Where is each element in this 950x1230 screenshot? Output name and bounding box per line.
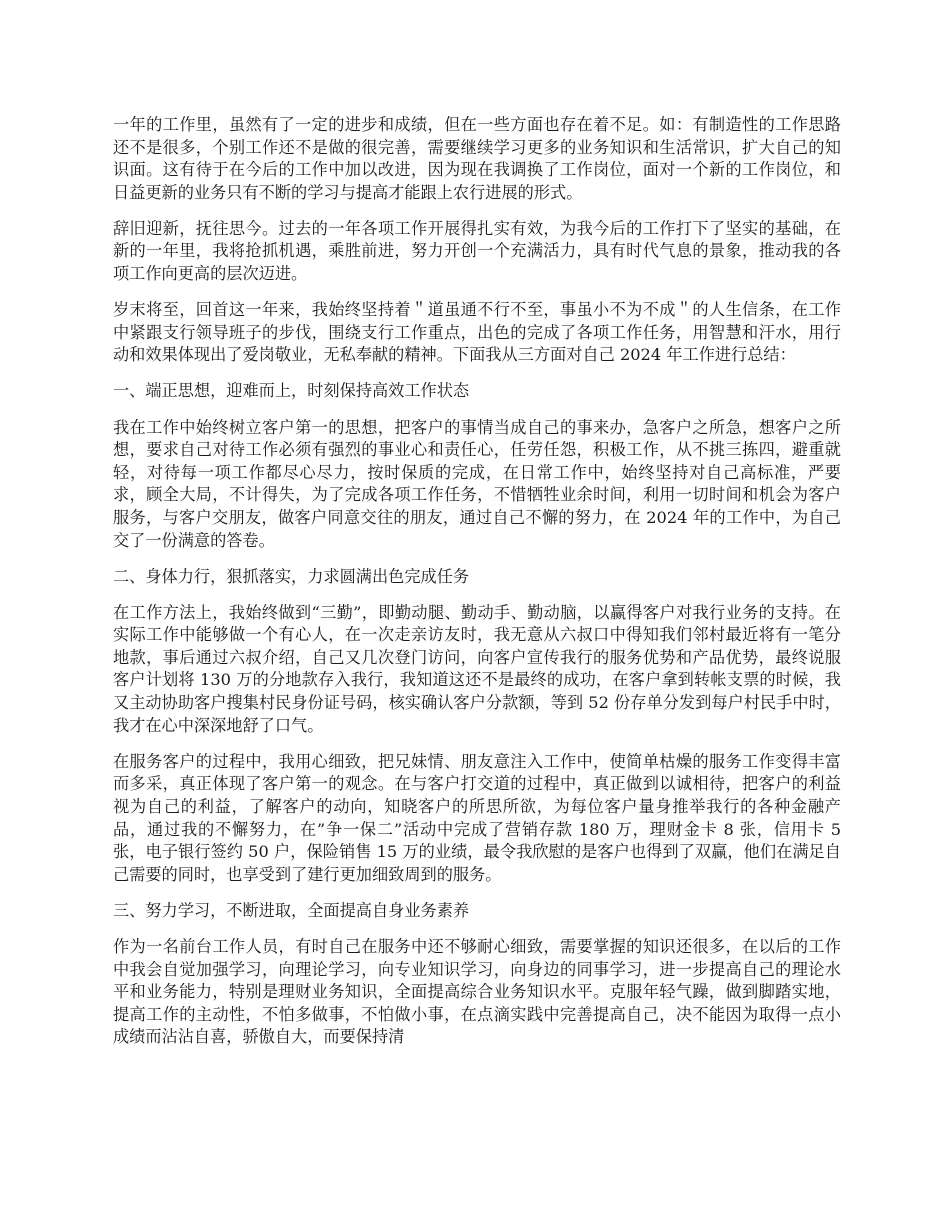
- section-heading-2: 二、身体力行，狠抓落实，力求圆满出色完成任务: [113, 566, 470, 586]
- paragraph-new-year-outlook: 辞旧迎新，抚往思今。过去的一年各项工作开展得扎实有效，为我今后的工作打下了坚实的基础，在新的一年里，我将抢抓机遇，乘胜前进，努力开创一个充满活力，具有时代气息的景象，推动我的各项工作向更高的层次迈进。: [113, 218, 841, 284]
- section-heading-3: 三、努力学习，不断进取，全面提高自身业务素养: [113, 900, 470, 920]
- paragraph-service-results: 在服务客户的过程中，我用心细致，把兄妹情、朋友意注入工作中，使简单枯燥的服务工作变得丰富而多采，真正体现了客户第一的观念。在与客户打交道的过程中，真正做到以诚相待，把客户的利益视为自己的利益，了解客户的动向，知晓客户的所思所欲，为每位客户量身推举我行的各种金融产品，通过我的不懈努力，在”争一保二”活动中完成了营销存款 180 万，理财金卡 8 张，信用卡 5 张，电子银行签约 50 户，保险销售 15 万的业绩，最令我欣慰的是客户也得到了双赢，他们在满足自己需要的同时，也享受到了建行更加细致周到的服务。: [113, 751, 841, 884]
- paragraph-year-end-intro: 岁末将至，回首这一年来，我始终坚持着＂道虽通不行不至，事虽小不为不成＂的人生信条，在工作中紧跟支行领导班子的步伐，围绕支行工作重点，出色的完成了各项工作任务，用智慧和汗水，用行动和效果体现出了爱岗敬业，无私奉献的精神。下面我从三方面对自己 2024 年工作进行总结：: [113, 300, 841, 365]
- document-body: [113, 114, 841, 1062]
- section-heading-1: 一、端正思想，迎难而上，时刻保持高效工作状态: [113, 381, 470, 401]
- paragraph-learning: 作为一名前台工作人员，有时自己在服务中还不够耐心细致，需要掌握的知识还很多，在以后的工作中我会自觉加强学习，向理论学习，向专业知识学习，向身边的同事学习，进一步提高自己的理论水平和业务能力，特别是理财业务知识，全面提高综合业务知识水平。克服年轻气躁，做到脚踏实地，提高工作的主动性，不怕多做事，不怕做小事，在点滴实践中完善提高自己，决不能因为取得一点小成绩而沾沾自喜，骄傲自大，而要保持清: [113, 936, 841, 1047]
- paragraph-three-diligences: 在工作方法上，我始终做到“三勤”，即勤动腿、勤动手、勤动脑，以赢得客户对我行业务的支持。在实际工作中能够做一个有心人，在一次走亲访友时，我无意从六叔口中得知我们邻村最近将有一笔分地款，事后通过六叔介绍，自己又几次登门访问，向客户宣传我行的服务优势和产品优势，最终说服客户计划将 130 万的分地款存入我行，我知道这还不是最终的成功，在客户拿到转帐支票的时候，我又主动协助客户搜集村民身份证号码，核实确认客户分款额，等到 52 份存单分发到每户村民手中时，我才在心中深深地舒了口气。: [113, 602, 841, 735]
- paragraph-shortcomings: 一年的工作里，虽然有了一定的进步和成绩，但在一些方面也存在着不足。如：有制造性的工作思路还不是很多，个别工作还不是做的很完善，需要继续学习更多的业务知识和生活常识，扩大自己的知识面。这有待于在今后的工作中加以改进，因为现在我调换了工作岗位，面对一个新的工作岗位，和日益更新的业务只有不断的学习与提高才能跟上农行进展的形式。: [113, 115, 841, 202]
- paragraph-customer-first: 我在工作中始终树立客户第一的思想，把客户的事情当成自己的事来办，急客户之所急，想客户之所想，要求自己对待工作必须有强烈的事业心和责任心，任劳任怨，积极工作，从不挑三拣四，避重就轻，对待每一项工作都尽心尽力，按时保质的完成，在日常工作中，始终坚持对自己高标准，严要求，顾全大局，不计得失，为了完成各项工作任务，不惜牺牲业余时间，利用一切时间和机会为客户服务，与客户交朋友，做客户同意交往的朋友，通过自己不懈的努力，在 2024 年的工作中，为自己交了一份满意的答卷。: [113, 417, 841, 550]
